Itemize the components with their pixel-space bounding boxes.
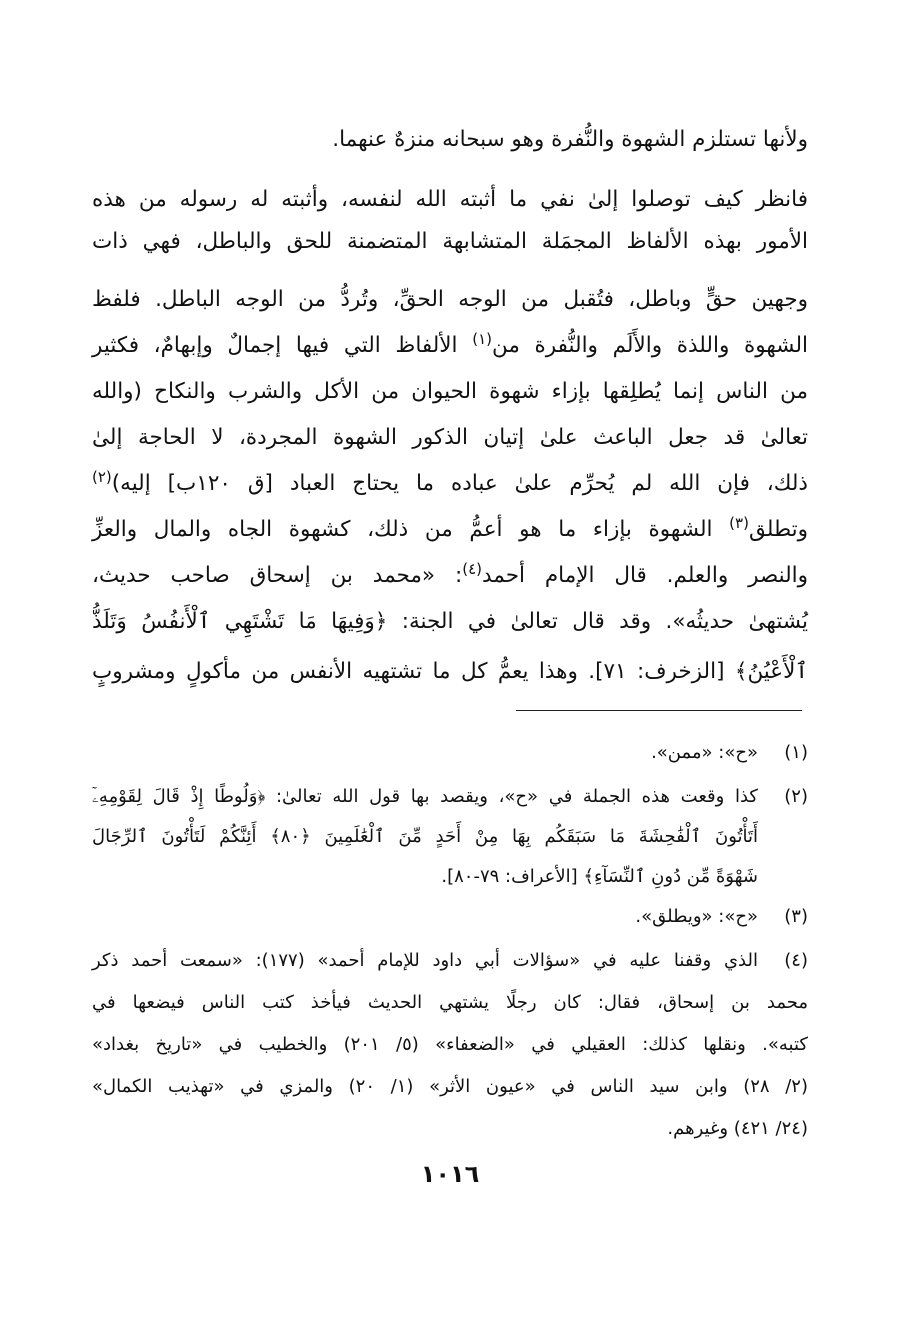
footnote-3-line-1: «ح»: «ويطلق». bbox=[635, 906, 758, 927]
footnote-ref-3: (٣) bbox=[729, 513, 749, 532]
body-text: وتطلق bbox=[748, 517, 808, 542]
body-line-8 bbox=[92, 462, 808, 506]
footnote-number-1: (١) bbox=[784, 742, 808, 763]
footnote-divider bbox=[516, 710, 802, 711]
body-text: الشهوة واللذة والأَلَم والنُّفرة من bbox=[491, 333, 808, 358]
body-text: الألفاظ التي فيها إجمالٌ وإبهامٌ، فكثير bbox=[92, 333, 473, 358]
footnote-2-line-3: شَهْوَةً مِّن دُونِ ٱلنِّسَآءِ﴾ [الأعراف: ٧٩-٨٠]. bbox=[441, 866, 758, 887]
body-line-11: يُشتهىٰ حديثُه». وقد قال تعالىٰ في الجنة: ﴿وَفِيهَا مَا تَشْتَهِي ٱلْأَنفُسُ وَتَلَذُّ bbox=[92, 609, 808, 634]
body-text: ذلك، فإن الله لم يُحرِّم علىٰ عباده ما يحتاج العباد [ق ١٢٠ب] إليه) bbox=[111, 471, 808, 496]
footnote-4-line-1: الذي وقفنا عليه في «سؤالات أبي داود للإمام أحمد» (١٧٧): «سمعت أحمد ذكر bbox=[92, 950, 758, 971]
footnote-number-2: (٢) bbox=[784, 786, 808, 807]
footnote-2-line-2: أَتَأْتُونَ ٱلْفَٰحِشَةَ مَا سَبَقَكُم بِهَا مِنْ أَحَدٍ مِّنَ ٱلْعَٰلَمِينَ ﴿٨٠﴾ أَئِنَّكُمْ لَتَأْتُونَ ٱلرِّجَالَ bbox=[92, 826, 759, 847]
page-number: ١٠١٦ bbox=[420, 1160, 480, 1188]
body-line-1: ولأنها تستلزم الشهوة والنُّفرة وهو سبحانه منزهٌ عنهما. bbox=[332, 127, 808, 152]
body-line-5 bbox=[92, 324, 808, 368]
body-text: : «محمد بن إسحاق صاحب حديث، bbox=[92, 563, 463, 588]
body-line-6: من الناس إنما يُطلِقها بإزاء شهوة الحيوان من الأكل والشرب والنكاح (والله bbox=[92, 379, 808, 404]
footnote-number-4: (٤) bbox=[784, 950, 808, 971]
footnote-4-line-4: (٢/ ٢٨) وابن سيد الناس في «عيون الأثر» (١/ ٢٠) والمزي في «تهذيب الكمال» bbox=[92, 1076, 808, 1097]
body-line-2: فانظر كيف توصلوا إلىٰ نفي ما أثبته الله لنفسه، وأثبته له رسوله من هذه bbox=[92, 187, 808, 212]
body-line-9 bbox=[92, 508, 808, 552]
body-text: والنصر والعلم. قال الإمام أحمد bbox=[481, 563, 808, 588]
footnote-1-line-1: «ح»: «ممن». bbox=[651, 742, 758, 763]
footnote-number-3: (٣) bbox=[784, 906, 808, 927]
body-text: الشهوة بإزاء ما هو أعمُّ من ذلك، كشهوة الجاه والمال والعزِّ bbox=[92, 517, 730, 542]
body-line-7: تعالىٰ قد جعل الباعث علىٰ إتيان الذكور الشهوة المجردة، لا الحاجة إلىٰ bbox=[92, 425, 808, 450]
footnote-ref-2: (٢) bbox=[92, 467, 112, 486]
footnote-4-line-3: كتبه». ونقلها كذلك: العقيلي في «الضعفاء» (٥/ ٢٠١) والخطيب في «تاريخ بغداد» bbox=[92, 1034, 808, 1055]
footnote-ref-1: (١) bbox=[472, 329, 492, 348]
footnote-2-line-1: كذا وقعت هذه الجملة في «ح»، ويقصد بها قول الله تعالىٰ: ﴿وَلُوطًا إِذْ قَالَ لِقَوْمِهِۦٓ bbox=[92, 786, 758, 807]
footnote-4-line-2: محمد بن إسحاق، فقال: كان رجلًا يشتهي الحديث فيأخذ كتب الناس فيضعها في bbox=[92, 992, 808, 1013]
body-line-4: وجهين حقٍّ وباطل، فتُقبل من الوجه الحقِّ، وتُردُّ من الوجه الباطل. فلفظ bbox=[92, 287, 808, 312]
body-line-10 bbox=[92, 554, 808, 598]
footnote-4-line-5: (٢٤/ ٤٢١) وغيرهم. bbox=[667, 1118, 808, 1139]
body-line-12: ٱلْأَعْيُنُ﴾ [الزخرف: ٧١]. وهذا يعمُّ كل ما تشتهيه الأنفس من مأكولٍ ومشروبٍ bbox=[92, 659, 808, 684]
footnote-ref-4: (٤) bbox=[462, 559, 482, 578]
body-line-3: الأمور بهذه الألفاظ المجمَلة المتشابهة المتضمنة للحق والباطل، فهي ذات bbox=[92, 229, 808, 254]
